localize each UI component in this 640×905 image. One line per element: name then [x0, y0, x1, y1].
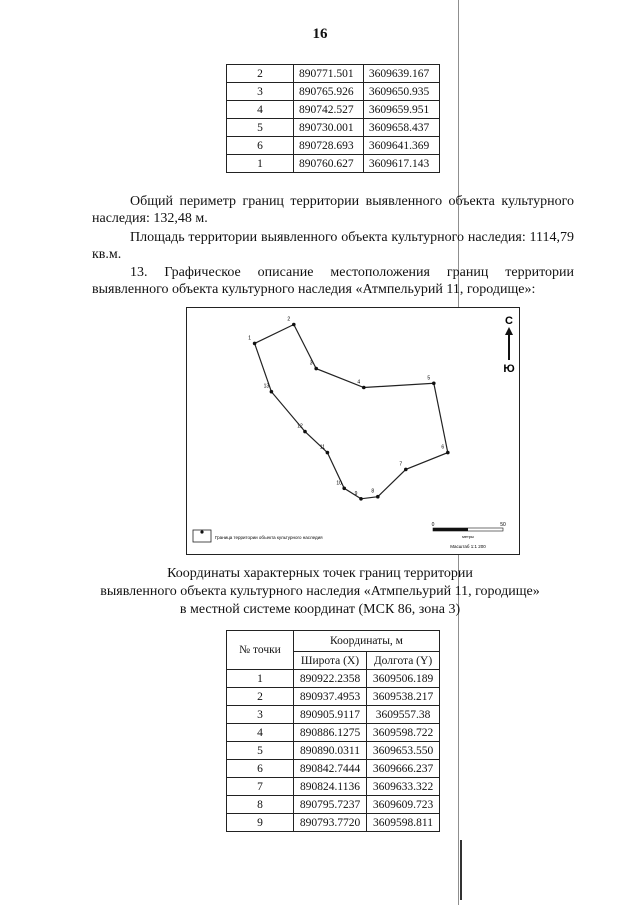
- scale-min-label: 0: [431, 522, 435, 528]
- boundary-point-label: 8: [371, 488, 375, 495]
- header-longitude: Долгота (Y): [367, 652, 440, 670]
- boundary-point-marker: [362, 386, 366, 390]
- coordinates-table-continued: [226, 64, 440, 173]
- table-row: [227, 155, 440, 173]
- longitude-cell: 3609641.369: [363, 137, 439, 155]
- boundary-point-label: 11: [319, 444, 326, 451]
- boundary-map-drawing: [187, 308, 519, 554]
- header-coordinates: Координаты, м: [294, 631, 440, 652]
- map-legend: [193, 530, 323, 542]
- latitude-cell: 890765.926: [294, 83, 364, 101]
- coordinates-table: [226, 630, 440, 832]
- latitude-cell: 890795.7237: [294, 796, 367, 814]
- boundary-point-marker: [270, 390, 274, 394]
- boundary-point-label: 13: [263, 383, 270, 390]
- latitude-cell: 890742.527: [294, 101, 364, 119]
- table-row: [227, 65, 440, 83]
- table-row: [227, 101, 440, 119]
- scale-max-label: 50: [500, 522, 506, 528]
- table-row: [227, 814, 440, 832]
- point-number-cell: 9: [227, 814, 294, 832]
- latitude-cell: 890793.7720: [294, 814, 367, 832]
- point-number-cell: 4: [227, 101, 294, 119]
- point-number-cell: 3: [227, 706, 294, 724]
- boundary-point-label: 1: [248, 335, 251, 342]
- longitude-cell: 3609598.811: [367, 814, 440, 832]
- longitude-cell: 3609506.189: [367, 670, 440, 688]
- boundary-point-marker: [359, 497, 363, 501]
- longitude-cell: 3609598.722: [367, 724, 440, 742]
- scan-margin-line-thick: [460, 840, 462, 900]
- longitude-cell: 3609666.237: [367, 760, 440, 778]
- latitude-cell: 890937.4953: [294, 688, 367, 706]
- table-row: [227, 670, 440, 688]
- table-row: [227, 119, 440, 137]
- scale-unit-label: метры: [462, 534, 474, 539]
- section-13-paragraph: 13. Графическое описание местоположения границ территории выявленного объекта культурного наследия «Атмпельурий 11, городище»:: [92, 265, 574, 297]
- longitude-cell: 3609639.167: [363, 65, 439, 83]
- latitude-cell: 890842.7444: [294, 760, 367, 778]
- point-number-cell: 5: [227, 119, 294, 137]
- boundary-point-label: 5: [427, 375, 431, 382]
- point-number-cell: 1: [227, 155, 294, 173]
- north-arrow: [503, 315, 514, 375]
- point-number-cell: 5: [227, 742, 294, 760]
- boundary-point-label: 9: [354, 490, 358, 497]
- table-row: [227, 778, 440, 796]
- table-row: [227, 83, 440, 101]
- point-number-cell: 2: [227, 65, 294, 83]
- boundary-point-marker: [404, 468, 408, 472]
- boundary-point-marker: [326, 451, 330, 455]
- latitude-cell: 890922.2358: [294, 670, 367, 688]
- boundary-point-marker: [303, 430, 307, 434]
- point-number-cell: 6: [227, 137, 294, 155]
- latitude-cell: 890890.0311: [294, 742, 367, 760]
- longitude-cell: 3609538.217: [367, 688, 440, 706]
- boundary-point-label: 2: [287, 316, 291, 323]
- point-number-cell: 3: [227, 83, 294, 101]
- boundary-point-label: 3: [309, 360, 313, 367]
- longitude-cell: 3609658.437: [363, 119, 439, 137]
- boundary-polygon: [255, 325, 448, 499]
- boundary-map: [186, 307, 520, 555]
- area-paragraph: Площадь территории выявленного объекта культурного наследия: 1114,79 кв.м.: [92, 230, 574, 262]
- point-number-cell: 1: [227, 670, 294, 688]
- table-row: [227, 742, 440, 760]
- scale-bar: [432, 522, 506, 549]
- boundary-point-label: 10: [336, 480, 342, 487]
- longitude-cell: 3609659.951: [363, 101, 439, 119]
- boundary-point-marker: [314, 367, 318, 371]
- longitude-cell: 3609653.550: [367, 742, 440, 760]
- table-caption-line-1: Координаты характерных точек границ территории: [167, 566, 473, 581]
- point-number-cell: 6: [227, 760, 294, 778]
- boundary-point-label: 12: [297, 423, 303, 430]
- header-point-number: № точки: [227, 631, 294, 670]
- boundary-point-marker: [432, 382, 436, 386]
- longitude-cell: 3609650.935: [363, 83, 439, 101]
- longitude-cell: 3609557.38: [367, 706, 440, 724]
- perimeter-paragraph: Общий периметр границ территории выявленного объекта культурного наследия: 132,48 м.: [92, 194, 574, 226]
- boundary-point-marker: [253, 342, 257, 346]
- boundary-point-marker: [342, 487, 346, 491]
- longitude-cell: 3609617.143: [363, 155, 439, 173]
- south-label: Ю: [503, 363, 515, 375]
- latitude-cell: 890886.1275: [294, 724, 367, 742]
- page-number: 16: [312, 26, 328, 42]
- point-number-cell: 8: [227, 796, 294, 814]
- boundary-point-label: 7: [399, 461, 403, 468]
- table-row: [227, 688, 440, 706]
- longitude-cell: 3609633.322: [367, 778, 440, 796]
- table-caption-line-2: выявленного объекта культурного наследия «Атмпельурий 11, городище»: [100, 584, 540, 599]
- boundary-point-marker: [376, 495, 380, 499]
- north-label: С: [505, 315, 513, 327]
- point-number-cell: 2: [227, 688, 294, 706]
- header-latitude: Широта (X): [294, 652, 367, 670]
- scale-text: Масштаб 1:1 200: [450, 544, 486, 549]
- latitude-cell: 890771.501: [294, 65, 364, 83]
- boundary-point-marker: [292, 323, 296, 327]
- table-row: [227, 760, 440, 778]
- latitude-cell: 890824.1136: [294, 778, 367, 796]
- latitude-cell: 890905.9117: [294, 706, 367, 724]
- longitude-cell: 3609609.723: [367, 796, 440, 814]
- boundary-point-label: 6: [441, 444, 445, 451]
- legend-text: Граница территории объекта культурного наследия: [215, 535, 323, 540]
- latitude-cell: 890728.693: [294, 137, 364, 155]
- boundary-point-label: 4: [357, 379, 361, 386]
- table-row: [227, 706, 440, 724]
- latitude-cell: 890730.001: [294, 119, 364, 137]
- point-number-cell: 4: [227, 724, 294, 742]
- latitude-cell: 890760.627: [294, 155, 364, 173]
- table-row: [227, 137, 440, 155]
- table-row: [227, 796, 440, 814]
- table-row: [227, 724, 440, 742]
- table-caption-line-3: в местной системе координат (МСК 86, зона 3): [179, 602, 461, 617]
- point-number-cell: 7: [227, 778, 294, 796]
- boundary-point-marker: [446, 451, 450, 455]
